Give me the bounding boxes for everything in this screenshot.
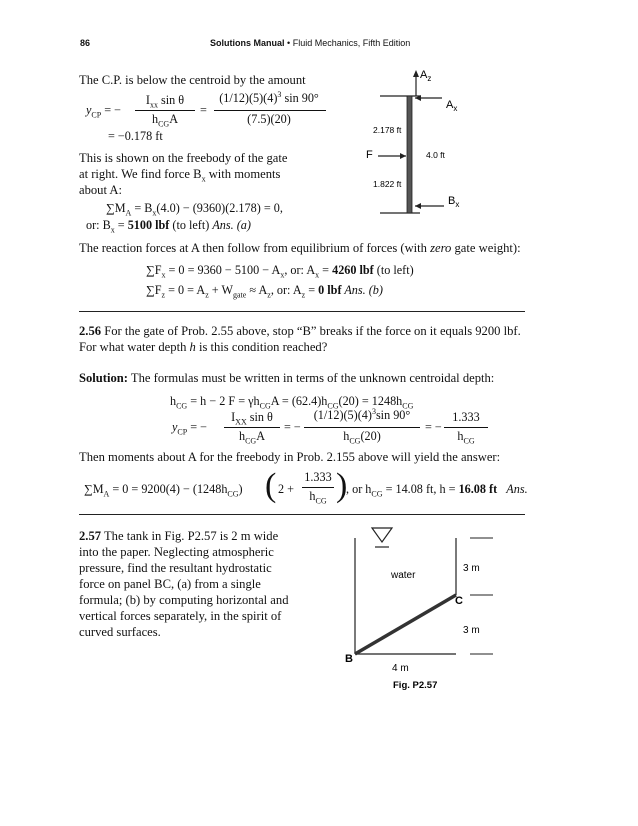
p257-text: 2.57 The tank in Fig. P2.57 is 2 m wide into the paper. Neglecting atmospheric pressure, find the resultant hydrostatic force on panel BC, (a) from a single formula; (b) by computing horizontal and vertical forces separately, in the spirit of curved surfaces.: [79, 529, 289, 639]
point-c-label: C: [455, 595, 463, 607]
point-b-label: B: [345, 653, 353, 665]
p256-line1: 2.56 For the gate of Prob. 2.55 above, stop “B” breaks if the force on it equals 9200 lbf.: [79, 324, 521, 338]
cp-frac1-num: $I_{xx}$ sin θ: [145, 93, 185, 110]
book-title: Solutions Manual: [210, 38, 285, 48]
sol256-mfrac-den: $h_{CG}$: [309, 489, 327, 506]
gate-plate: [407, 96, 412, 213]
bx-arrowhead: [415, 203, 421, 209]
az-arrowhead: [413, 70, 419, 77]
cp-result: = −0.178 ft: [108, 129, 163, 143]
fx-equation: $\sum F_x = 0 = 9360 - 5100 - A_x$, or: $A_x = 4260$ lbf (to left): [146, 263, 414, 280]
sol256-f2-den: $h_{CG}(20)$: [343, 429, 381, 446]
panel-bc: [355, 595, 456, 654]
page-number: 86: [80, 38, 91, 48]
sol256-f1-num: $I_{XX}$ sin θ: [231, 410, 273, 427]
cp-frac1-den: $h_{CG}A$: [151, 112, 179, 129]
sol256-f3-bar: [444, 427, 488, 428]
sol256-f3-den: $h_{CG}$: [457, 429, 475, 446]
sol256-f1-bar: [224, 427, 280, 428]
free-surface-symbol: [372, 528, 392, 542]
header-bullet: •: [287, 38, 291, 48]
f-label: F: [366, 149, 373, 161]
cp-intro: The C.P. is below the centroid by the amount: [79, 73, 306, 87]
sol256-f2-bar: [304, 427, 420, 428]
reaction-text: The reaction forces at A then follow from equilibrium of forces (with zero gate weight):: [79, 241, 521, 255]
water-label: water: [391, 570, 416, 581]
bx-result: or: $B_x = 5100$ lbf (to left) Ans. (a): [86, 218, 251, 235]
sol256-f1-den: $h_{CG}A$: [238, 429, 266, 446]
dim-4ft: 4.0 ft: [426, 150, 445, 160]
sol256-f2-num: $(1/12)(5)(4)^3\sin$ 90°: [313, 407, 411, 423]
moment-equation: $\sum M_A = B_x(4.0) - (9360)(2.178) = 0$,: [106, 201, 283, 218]
dim-1822: 1.822 ft: [373, 179, 402, 189]
ax-label: $A_x$: [446, 99, 458, 113]
gate-freebody-figure: [358, 66, 508, 226]
cp-eq2: =: [200, 103, 207, 117]
sol256-mfrac-num: 1.333: [304, 470, 332, 484]
sol256-then: Then moments about A for the freebody in Prob. 2.155 above will yield the answer:: [79, 450, 501, 464]
sol256-f3-num: 1.333: [452, 410, 480, 424]
shown-line2: at right. We find force $B_x$ with moments: [79, 167, 281, 184]
divider-1: [79, 311, 525, 312]
fz-equation: $\sum F_z = 0 = A_z + W_{gate} \approx A_z$, or: $A_z = 0$ lbf Ans. (b): [146, 283, 383, 300]
shown-line1: This is shown on the freebody of the gate: [79, 151, 288, 165]
sol256-intro: Solution: The formulas must be written in terms of the unknown centroidal depth:: [79, 371, 495, 385]
book-subtitle: Fluid Mechanics, Fifth Edition: [292, 38, 411, 48]
cp-frac2-num: $(1/12)(5)(4)^3$ sin 90°: [219, 90, 319, 106]
sol256-mfrac-bar: [302, 487, 334, 488]
cp-frac2-den: (7.5)(20): [247, 112, 291, 126]
sol256-moment-lhs: $\sum M_A = 0 = 9200(4) - (1248h_{CG})$: [84, 482, 243, 499]
dim-top-label: 3 m: [463, 563, 480, 574]
cp-frac1-bar: [135, 110, 195, 111]
bx-label: $B_x$: [448, 195, 460, 209]
figure-caption: Fig. P2.57: [393, 680, 438, 691]
sol256-eq-minus2: = −: [284, 420, 301, 434]
sol256-two: 2 +: [278, 482, 295, 496]
p256-line2: For what water depth h is this condition reached?: [79, 340, 328, 354]
sol256-paren-right: ): [336, 467, 348, 504]
cp-frac2-bar: [214, 110, 326, 111]
dim-width-label: 4 m: [392, 663, 409, 674]
dim-bottom-label: 3 m: [463, 625, 480, 636]
tank-figure: [335, 520, 535, 700]
sol256-ycp-lhs: $y_{CP}$ = −: [172, 420, 208, 437]
sol256-eqA: $h_{CG} = h - 2$ $F = \gamma h_{CG}A = (62.4)h_{CG}(20) = 1248h_{CG}$: [170, 394, 414, 411]
divider-2: [79, 514, 525, 515]
sol256-eq-minus3: = −: [425, 420, 442, 434]
sol256-moment-result: , or $h_{CG} = 14.08$ ft, h = 16.08 ft Ans.: [346, 482, 528, 499]
running-header: [210, 38, 410, 48]
dim-2178: 2.178 ft: [373, 125, 402, 135]
cp-lhs: $y_{CP}$ = −: [86, 103, 122, 120]
f-arrowhead: [400, 153, 406, 159]
sol256-paren-left: (: [265, 467, 277, 504]
shown-line3: about A:: [79, 183, 123, 197]
az-label: $A_z$: [420, 69, 432, 83]
